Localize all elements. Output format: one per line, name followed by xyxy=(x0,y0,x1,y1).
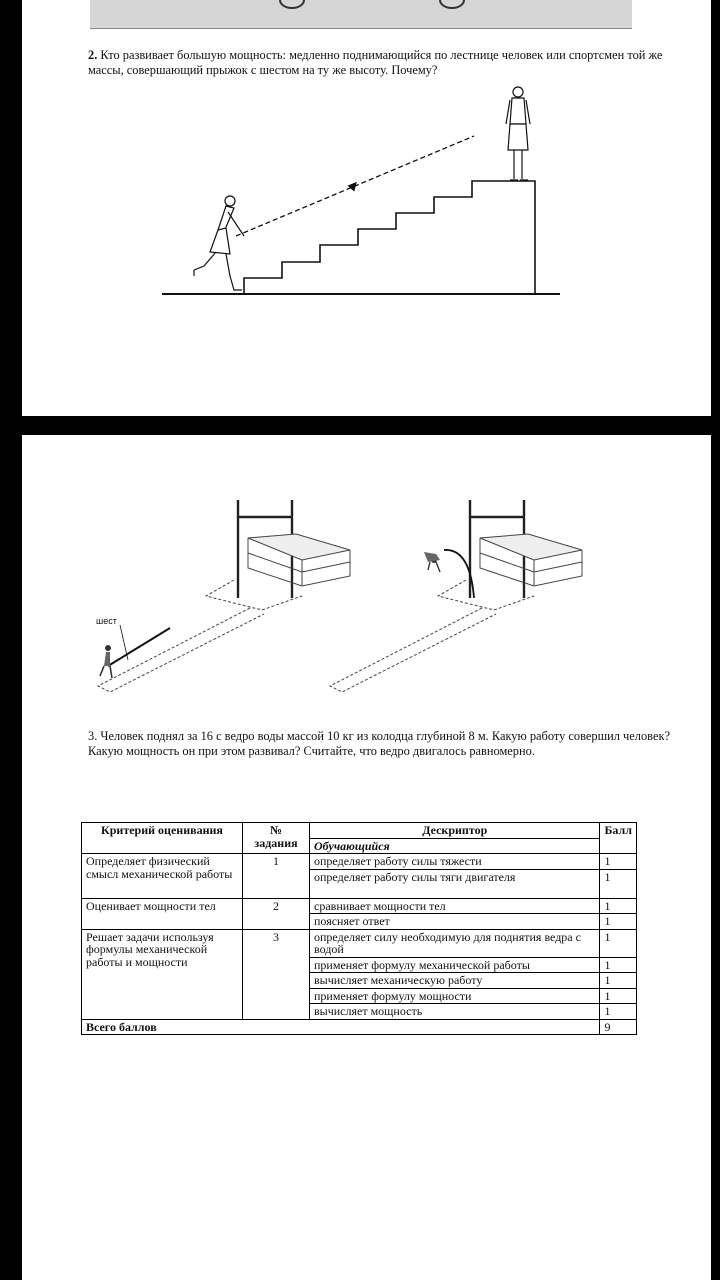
header-circles xyxy=(274,0,474,10)
question-3-text: 3. Человек поднял за 16 с ведро воды массой 10 кг из колодца глубиной 8 м. Какую работу совершил человек? Какую мощность он при этом развивал? Считайте, что ведро двигалось равномерно. xyxy=(88,729,670,758)
pole-label: шест xyxy=(96,616,117,626)
vault-scene-left xyxy=(98,500,350,692)
subheader-student: Обучающийся xyxy=(310,838,600,854)
task-number-cell: 2 xyxy=(243,898,310,929)
descriptor-cell: определяет работу силы тяги двигателя xyxy=(310,869,600,898)
staircase xyxy=(244,181,535,294)
question-2 xyxy=(88,48,678,78)
vault-scene-right xyxy=(330,500,582,692)
descriptor-cell: поясняет ответ xyxy=(310,914,600,930)
document-page-2 xyxy=(22,435,711,1280)
criterion-cell: Решает задачи используя формулы механической работы и мощности xyxy=(82,929,243,1019)
table-row xyxy=(82,929,637,957)
header-score: Балл xyxy=(600,823,637,854)
score-cell: 1 xyxy=(600,957,637,973)
descriptor-cell: определяет работу силы тяжести xyxy=(310,854,600,870)
total-label: Всего баллов xyxy=(82,1019,600,1035)
table-row xyxy=(82,854,637,870)
score-cell: 1 xyxy=(600,988,637,1004)
criterion-cell: Определяет физический смысл механической работы xyxy=(82,854,243,899)
criterion-cell: Оценивает мощности тел xyxy=(82,898,243,929)
descriptor-cell: вычисляет мощность xyxy=(310,1004,600,1020)
walking-person-icon xyxy=(194,196,244,290)
header-task-no: № задания xyxy=(243,823,310,854)
descriptor-cell: применяет формулу механической работы xyxy=(310,957,600,973)
arrow-head-icon xyxy=(348,182,360,193)
score-cell: 1 xyxy=(600,973,637,989)
header-criterion: Критерий оценивания xyxy=(82,823,243,854)
standing-person-icon xyxy=(506,87,530,180)
task-number-cell: 1 xyxy=(243,854,310,899)
descriptor-cell: вычисляет механическую работу xyxy=(310,973,600,989)
stairs-figure xyxy=(152,80,572,300)
descriptor-cell: сравнивает мощности тел xyxy=(310,898,600,914)
header-descriptor: Дескриптор xyxy=(310,823,600,839)
score-cell: 1 xyxy=(600,929,637,957)
question-2-text: Кто развивает большую мощность: медленно поднимающийся по лестнице человек или спортсмен той же массы, совершающий прыжок с шестом на ту же высоту. Почему? xyxy=(88,48,663,77)
total-score: 9 xyxy=(600,1019,637,1035)
score-cell: 1 xyxy=(600,854,637,870)
table-header-row xyxy=(82,823,637,839)
score-cell: 1 xyxy=(600,898,637,914)
pole-vault-figure xyxy=(82,490,602,700)
score-cell: 1 xyxy=(600,869,637,898)
score-cell: 1 xyxy=(600,1004,637,1020)
document-page-1 xyxy=(22,0,711,416)
assessment-table xyxy=(81,822,637,1035)
task-number-cell: 3 xyxy=(243,929,310,1019)
total-row xyxy=(82,1019,637,1035)
table-row xyxy=(82,898,637,914)
score-cell: 1 xyxy=(600,914,637,930)
descriptor-cell: определяет силу необходимую для поднятия ведра с водой xyxy=(310,929,600,957)
descriptor-cell: применяет формулу мощности xyxy=(310,988,600,1004)
question-3 xyxy=(88,729,678,759)
question-2-number: 2. xyxy=(88,48,98,62)
